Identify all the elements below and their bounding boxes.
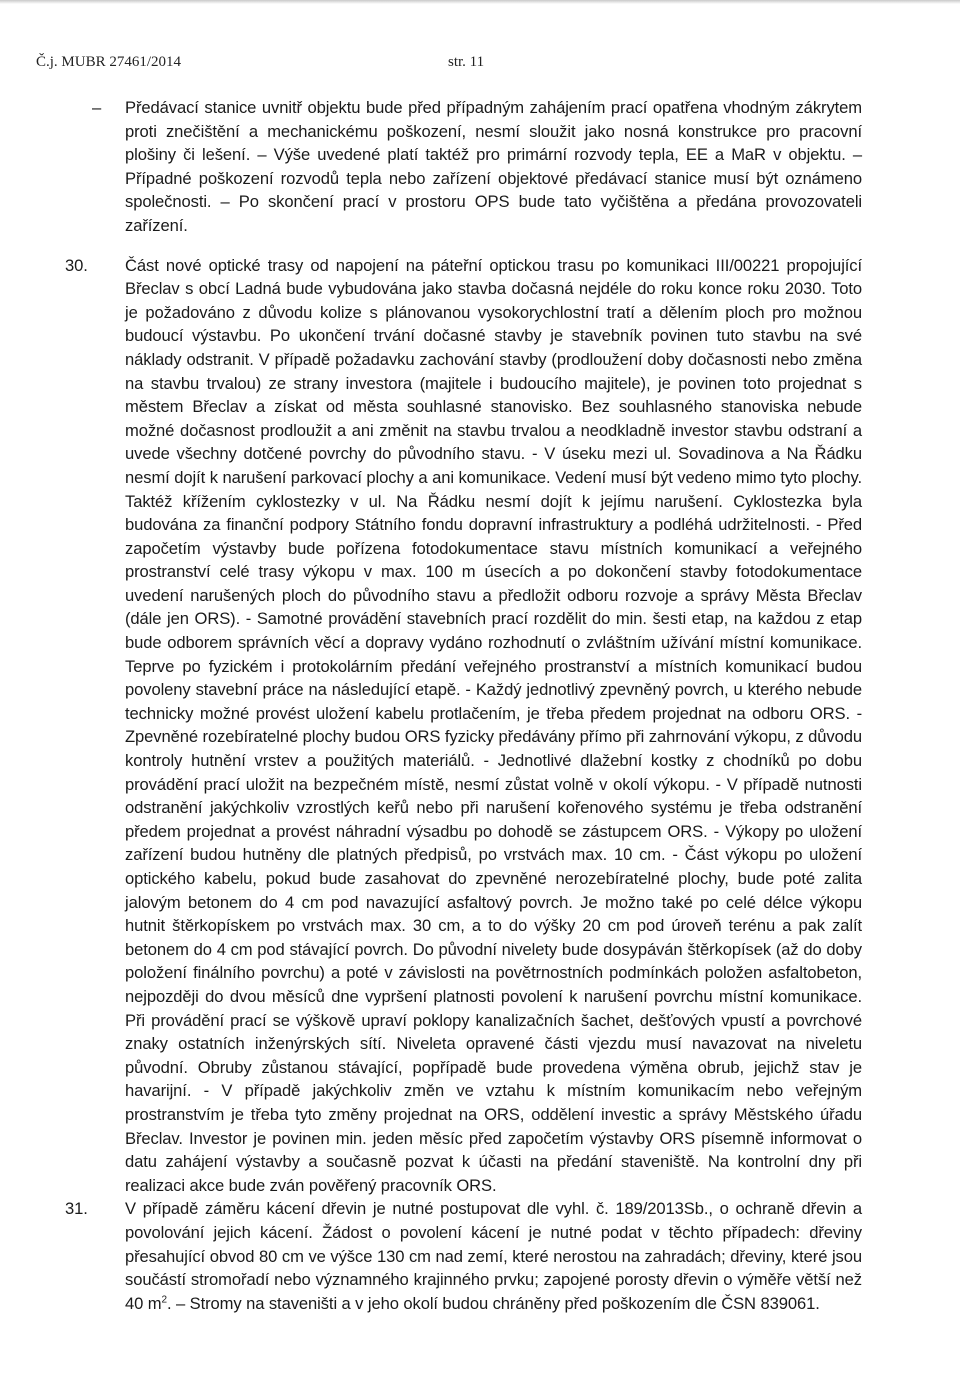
item-number: 30.	[65, 255, 88, 275]
page-header	[36, 54, 485, 71]
item-number: 31.	[65, 1199, 88, 1219]
item-text-after: . – Stromy na staveništi a v jeho okolí budou chráněny před poškozením dle ČSN 839061.	[166, 1293, 820, 1313]
page-number: str. 11	[448, 54, 485, 70]
item-text: Část nové optické trasy od napojení na páteřní optickou trasu po komunikaci III/00221 propojující Břeclav s obcí Ladná bude vybudována jako stavba dočasná nejdéle do roku konce roku 2030. Toto je požadováno z důvodu kolize s plánovanou vysokorychlostní tratí a dělením ploch pro možnou budoucí výstavbu. Po ukončení trvání dočasné stavby je stavebník povinen tuto stavbu na své náklady odstranit. V případě požadavku zachování stavby (prodloužení doby dočasnosti nebo změna na stavbu trvalou) ze strany investora (majitele i budoucího majitele), je povinen toto projednat s městem Břeclav a získat od města souhlasné stanovisko. Bez souhlasného stanoviska nebude možné dočasnost prodloužit a ani změnit na stavbu trvalou a neodkladně investor stavbu odstraní a uvede všechny dotčené povrchy do původního stavu. - V úseku mezi ul. Sovadinova a Na Řádku nesmí dojít k narušení parkovací plochy a ani komunikace. Vedení musí být vedeno mimo tyto plochy. Taktéž křížením cyklostezky v ul. Na Řádku nesmí dojít k jejímu narušení. Cyklostezka byla budována za finanční podpory Státního fondu dopravní infrastruktury a podléhá udržitelnosti. - Před započetím výstavby bude pořízena fotodokumentace stavu místních komunikací a veřejného prostranství celé trasy výkopu v max. 100 m úsecích a po dokončení stavby fotodokumentace uvedení narušených ploch do původního stavu a předložit odboru rozvoje a správy Města Břeclav (dále jen ORS). - Samotné provádění stavebních prací rozdělit do min. šesti etap, na každou z etap bude odborem správních věcí a dopravy vydáno rozhodnutí o zvláštním užívání místní komunikace. Teprve po fyzickém i protokolárním předání veřejného prostranství a místních komunikací budou povoleny stavební práce na následující etapě. - Každý jednotlivý zpevněný povrch, u kterého nebude technicky možné provést uložení kabelu protlačením, je třeba předem projednat na odboru ORS. - Zpevněné rozebíratelné plochy budou ORS fyzicky předávány přímo při zahrnování výkopu, z důvodu kontroly hutnění vrstev a použitých materiálů. - Jednotlivé dlažební kostky z chodníků po dobu provádění prací uložit na bezpečném místě, nesmí zůstat volně v okolí výkopu. - V případě nutnosti odstranění jakýchkoliv vzrostlých keřů nebo při narušení kořenového systému je třeba odstranění předem projednat a provést náhradní výsadbu po dohodě se zástupcem ORS. - Výkopy po uložení zařízení budou hutněny dle platných předpisů, po vrstvách max. 10 cm. - Část výkopu po uložení optického kabelu, pokud bude zasahovat do zpevněné nerozebíratelné plochy, bude poté zalita jalovým betonem do 4 cm pod navazující asfaltový povrch. Je možno také po celé délce výkopu hutnit štěrkopískem po vrstvách max. 30 cm, a to do výšky 20 cm pod úroveň terénu a pak zalít betonem do 4 cm pod stávající povrch. Do původní nivelety bude dosypáván štěrkopísek (až do doby položení finálního povrchu) a poté v závislosti na povětrnostních podmínkách položen asfaltobeton, nejpozději do dvou měsíců dne vypršení platnosti povolení k narušení povrchu místní komunikace. Při provádění prací se výškově upraví poklopy kanalizačních šachet, dešťových vpustí a povrchové znaky ostatních inženýrských sítí. Niveleta opravené části vjezdu musí navazovat na niveletu původní. Obruby zůstanou stávající, popřípadě bude provedena výměna obrub, jejichž stav je havarijní. - V případě jakýchkoliv změn ve vztahu k místním komunikacím nebo veřejným prostranstvím je třeba tyto změny projednat na ORS, oddělení investic a správy Městského úřadu Břeclav. Investor je povinen min. jeden měsíc před započetím výstavby ORS písemně informovat o datu zahájení výstavby a současně pozvat k účasti na předání staveniště. Na kontrolní dny při realizaci akce bude zván pověřený pracovník ORS.	[125, 255, 862, 1195]
superscript-2: 2	[161, 1294, 167, 1306]
scan-top-edge	[0, 0, 960, 4]
document-reference: Č.j. MUBR 27461/2014	[36, 54, 182, 70]
numbered-item-31	[65, 1197, 862, 1315]
bullet-dash: –	[92, 98, 102, 117]
item-text-before: V případě záměru kácení dřevin je nutné postupovat dle vyhl. č. 189/2013Sb., o ochraně dřevin a povolování jejich kácení. Žádost o povolení kácení je nutné podat v těchto případech: dřeviny přesahující obvod 80 cm ve výšce 130 cm nad zemí, které nerostou na zahradách; dřeviny, které jsou součástí stromořadí nebo významného krajinného prvku; zapojené porosty dřevin o výměře větší než 40 m	[125, 1199, 862, 1313]
document-body	[65, 96, 862, 1315]
bullet-text: Předávací stanice uvnitř objektu bude před případným zahájením prací opatřena vhodným zákrytem proti znečištění a mechanickému poškození, nesmí sloužit jako nosná konstrukce pro pracovní plošiny či lešení. – Výše uvedené platí taktéž pro primární rozvody tepla, EE a MaR v objektu. – Případné poškození rozvodů tepla nebo zařízení objektové předávací stanice musí být oznámeno společnosti. – Po skončení prací v prostoru OPS bude tato vyčištěna a předána provozovateli zařízení.	[125, 98, 862, 235]
bullet-paragraph	[92, 96, 862, 238]
numbered-item-30	[65, 254, 862, 1198]
